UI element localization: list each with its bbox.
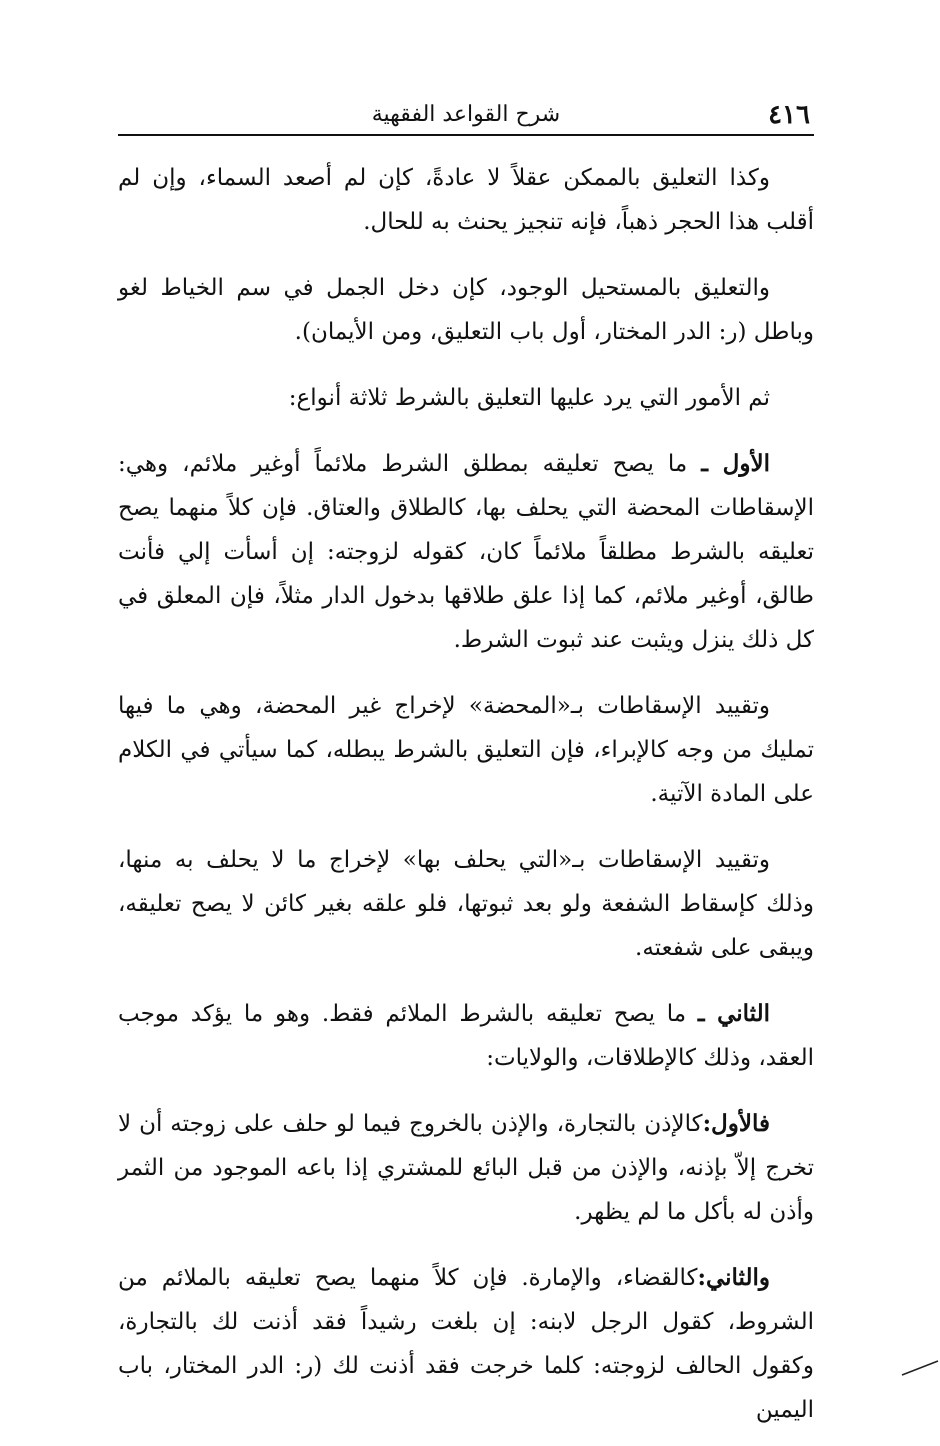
paragraph-text: ما يصح تعليقه بمطلق الشرط ملائماً أوغير ملائم، وهي: الإسقاطات المحضة التي يحلف بها، كالطلاق والعتاق. فإن كلاً منهما يصح تعليقه بالشرط مطلقاً ملائماً كان، كقوله لزوجته: إن أسأت إلي فأنت طالق، أوغير ملائم، كما إذا علق طلاقها بدخول الدار مثلاً، فإن المعلق في كل ذلك ينزل ويثبت عند ثبوت الشرط. [118, 451, 814, 653]
paragraph-text: والتعليق بالمستحيل الوجود، كإن دخل الجمل في سم الخياط لغو وباطل (ر: الدر المختار، أول باب التعليق، ومن الأيمان). [118, 275, 814, 345]
paragraph-text: كالقضاء، والإمارة. فإن كلاً منهما يصح تعليقه بالملائم من الشروط، كقول الرجل لابنه: إن بلغت رشيداً فقد أذنت لك بالتجارة، وكقول الحالف لزوجته: كلما خرجت فقد أذنت لك (ر: الدر المختار، باب اليمين [118, 1265, 814, 1423]
running-title: شرح القواعد الفقهية [371, 102, 561, 127]
paragraph [118, 992, 814, 1080]
paragraph-text: وكذا التعليق بالممكن عقلاً لا عادةً، كإن لم أصعد السماء، وإن لم أقلب هذا الحجر ذهباً، فإنه تنجيز يحنث به للحال. [118, 165, 814, 235]
paragraph [118, 156, 814, 244]
paragraph [118, 1102, 814, 1234]
paragraph-lead: الأول ـ [701, 450, 771, 477]
paragraph-lead: والثاني: [697, 1264, 770, 1291]
paragraph-lead: فالأول: [702, 1110, 770, 1137]
paragraph [118, 684, 814, 816]
paragraph [118, 442, 814, 662]
paragraph [118, 266, 814, 354]
paragraph [118, 376, 814, 420]
paragraph-text: وتقييد الإسقاطات بـ«المحضة» لإخراج غير المحضة، وهي ما فيها تمليك من وجه كالإبراء، فإن التعليق بالشرط يبطله، كما سيأتي في الكلام على المادة الآتية. [118, 693, 814, 807]
paragraph [118, 838, 814, 970]
paragraph-text: ثم الأمور التي يرد عليها التعليق بالشرط ثلاثة أنواع: [288, 385, 770, 411]
paragraph [118, 1256, 814, 1432]
paragraph-lead: الثاني ـ [697, 1000, 770, 1027]
paragraph-text: ما يصح تعليقه بالشرط الملائم فقط. وهو ما يؤكد موجب العقد، وذلك كالإطلاقات، والولايات: [118, 1001, 814, 1071]
page-header [118, 96, 814, 136]
paragraph-text: كالإذن بالتجارة، والإذن بالخروج فيما لو حلف على زوجته أن لا تخرج إلاّ بإذنه، والإذن من قبل البائع للمشتري إذا باعه الموجود من الثمر وأذن له بأكل ما لم يظهر. [118, 1111, 814, 1225]
page-edge-mark [900, 1337, 940, 1377]
page-number: ٤١٦ [768, 100, 810, 130]
book-page [118, 96, 814, 1446]
paragraph-text: وتقييد الإسقاطات بـ«التي يحلف بها» لإخراج ما لا يحلف به منها، وذلك كإسقاط الشفعة ولو بعد ثبوتها، فلو علقه بغير كائن لا يصح تعليقه، ويبقى على شفعته. [118, 847, 814, 961]
page-body [118, 156, 814, 1432]
